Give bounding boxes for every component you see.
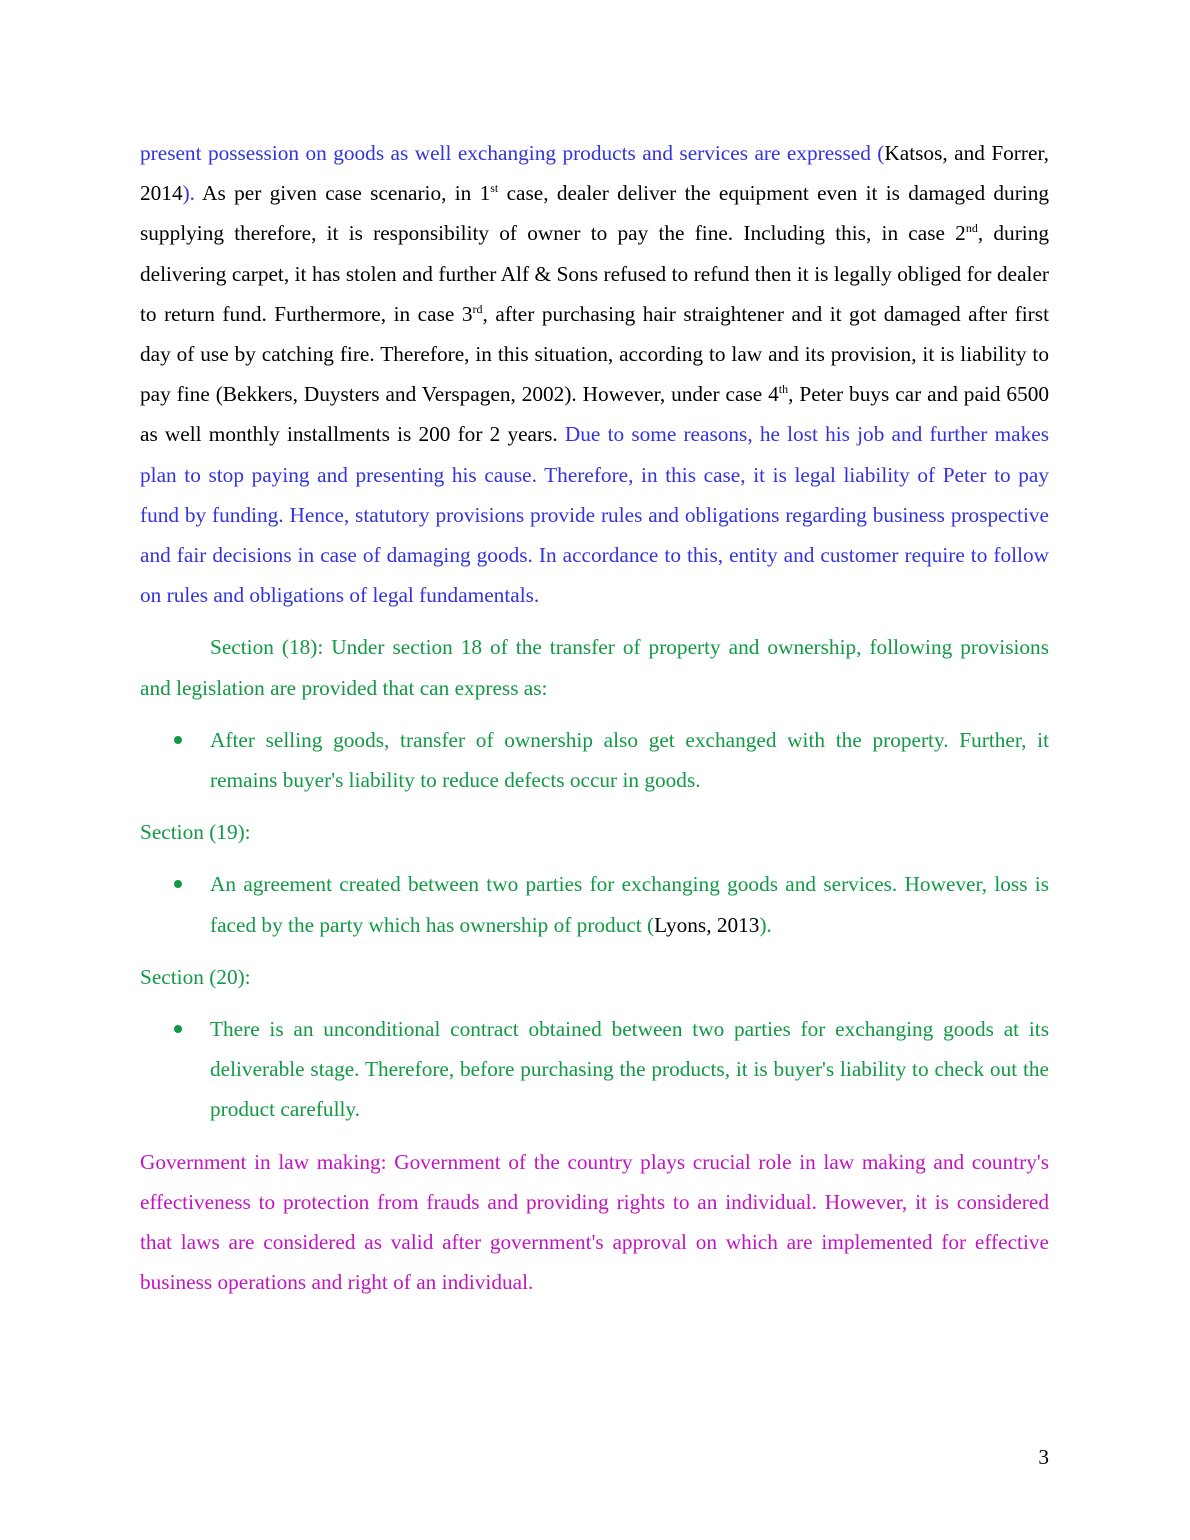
section-20-heading: Section (20): <box>140 964 251 989</box>
bullet-text: There is an unconditional contract obtained between two parties for exchanging goods at its deliverable stage. Therefore, before purchasing the products, it is buyer's liability to check out the product carefully. <box>210 1017 1049 1122</box>
citation: Lyons, 2013 <box>654 912 760 937</box>
text-segment: ). <box>182 181 196 206</box>
bullet-icon <box>174 880 182 888</box>
text-segment: case, dealer deliver the equipment even it is damaged during supplying therefore, it is responsibility of owner to pay the fine. Including this, in case 2 <box>140 181 1050 246</box>
text-segment: Due to some reasons, he lost his job and further makes plan to stop paying and presenting his cause. Therefore, in this case, it is legal liability of Peter to pay fund by funding. Hence, statutory provisions provide rules and obligations regarding business prospective and fair decisions in case of damaging goods. In accordance to this, entity and customer require to follow on rules and obligations of legal fundamentals. <box>140 422 1049 608</box>
bullet-text: An agreement created between two parties for exchanging goods and services. However, loss is faced by the party which has ownership of product ( <box>210 872 1049 937</box>
paragraph-case-analysis <box>140 133 1049 615</box>
bullet-text: ). <box>759 912 772 937</box>
bullet-text: After selling goods, transfer of ownership also get exchanged with the property. Further, it remains buyer's liability to reduce defects occur in goods. <box>210 727 1049 793</box>
text-segment: As per given case scenario, in 1 <box>195 181 491 206</box>
citation: Katsos, and Forrer, 2014 <box>140 141 1050 206</box>
text-segment: , during delivering carpet, it has stolen and further Alf & Sons refused to refund then it is legally obliged for dealer to return fund. Furthermore, in case 3 <box>140 221 1049 326</box>
page-body <box>140 133 1049 1302</box>
superscript: rd <box>472 301 483 316</box>
text-segment: , after purchasing hair straightener and it got damaged after first day of use by catching fire. Therefore, in this situation, according to law and its provision, it is liability to pay fine (Bekkers, Duysters and Verspagen, 2002). However, under case 4 <box>140 301 1049 407</box>
superscript: nd <box>965 221 978 236</box>
superscript: st <box>490 181 499 196</box>
section-18-intro: Section (18): Under section 18 of the transfer of property and ownership, following provisions and legislation are provided that can express as: <box>140 635 1049 700</box>
government-paragraph: Government in law making: Government of the country plays crucial role in law making and country's effectiveness to protection from frauds and providing rights to an individual. However, it is considered that laws are considered as valid after government's approval on which are implemented for effective business operations and right of an individual. <box>140 1149 1049 1295</box>
bullet-icon <box>174 1025 182 1033</box>
text-segment: present possession on goods as well exchanging products and services are expressed ( <box>140 141 885 165</box>
bullet-icon <box>174 736 182 744</box>
section-20-bullet <box>140 1009 1049 1130</box>
section-19-heading: Section (19): <box>140 820 251 845</box>
superscript: th <box>778 382 789 397</box>
text-segment: , Peter buys car and paid 6500 as well monthly installments is 200 for 2 years. <box>140 382 1049 447</box>
section-19-bullet <box>140 864 1049 944</box>
page-number: 3 <box>1038 1445 1049 1469</box>
section-18-bullet <box>140 720 1049 800</box>
